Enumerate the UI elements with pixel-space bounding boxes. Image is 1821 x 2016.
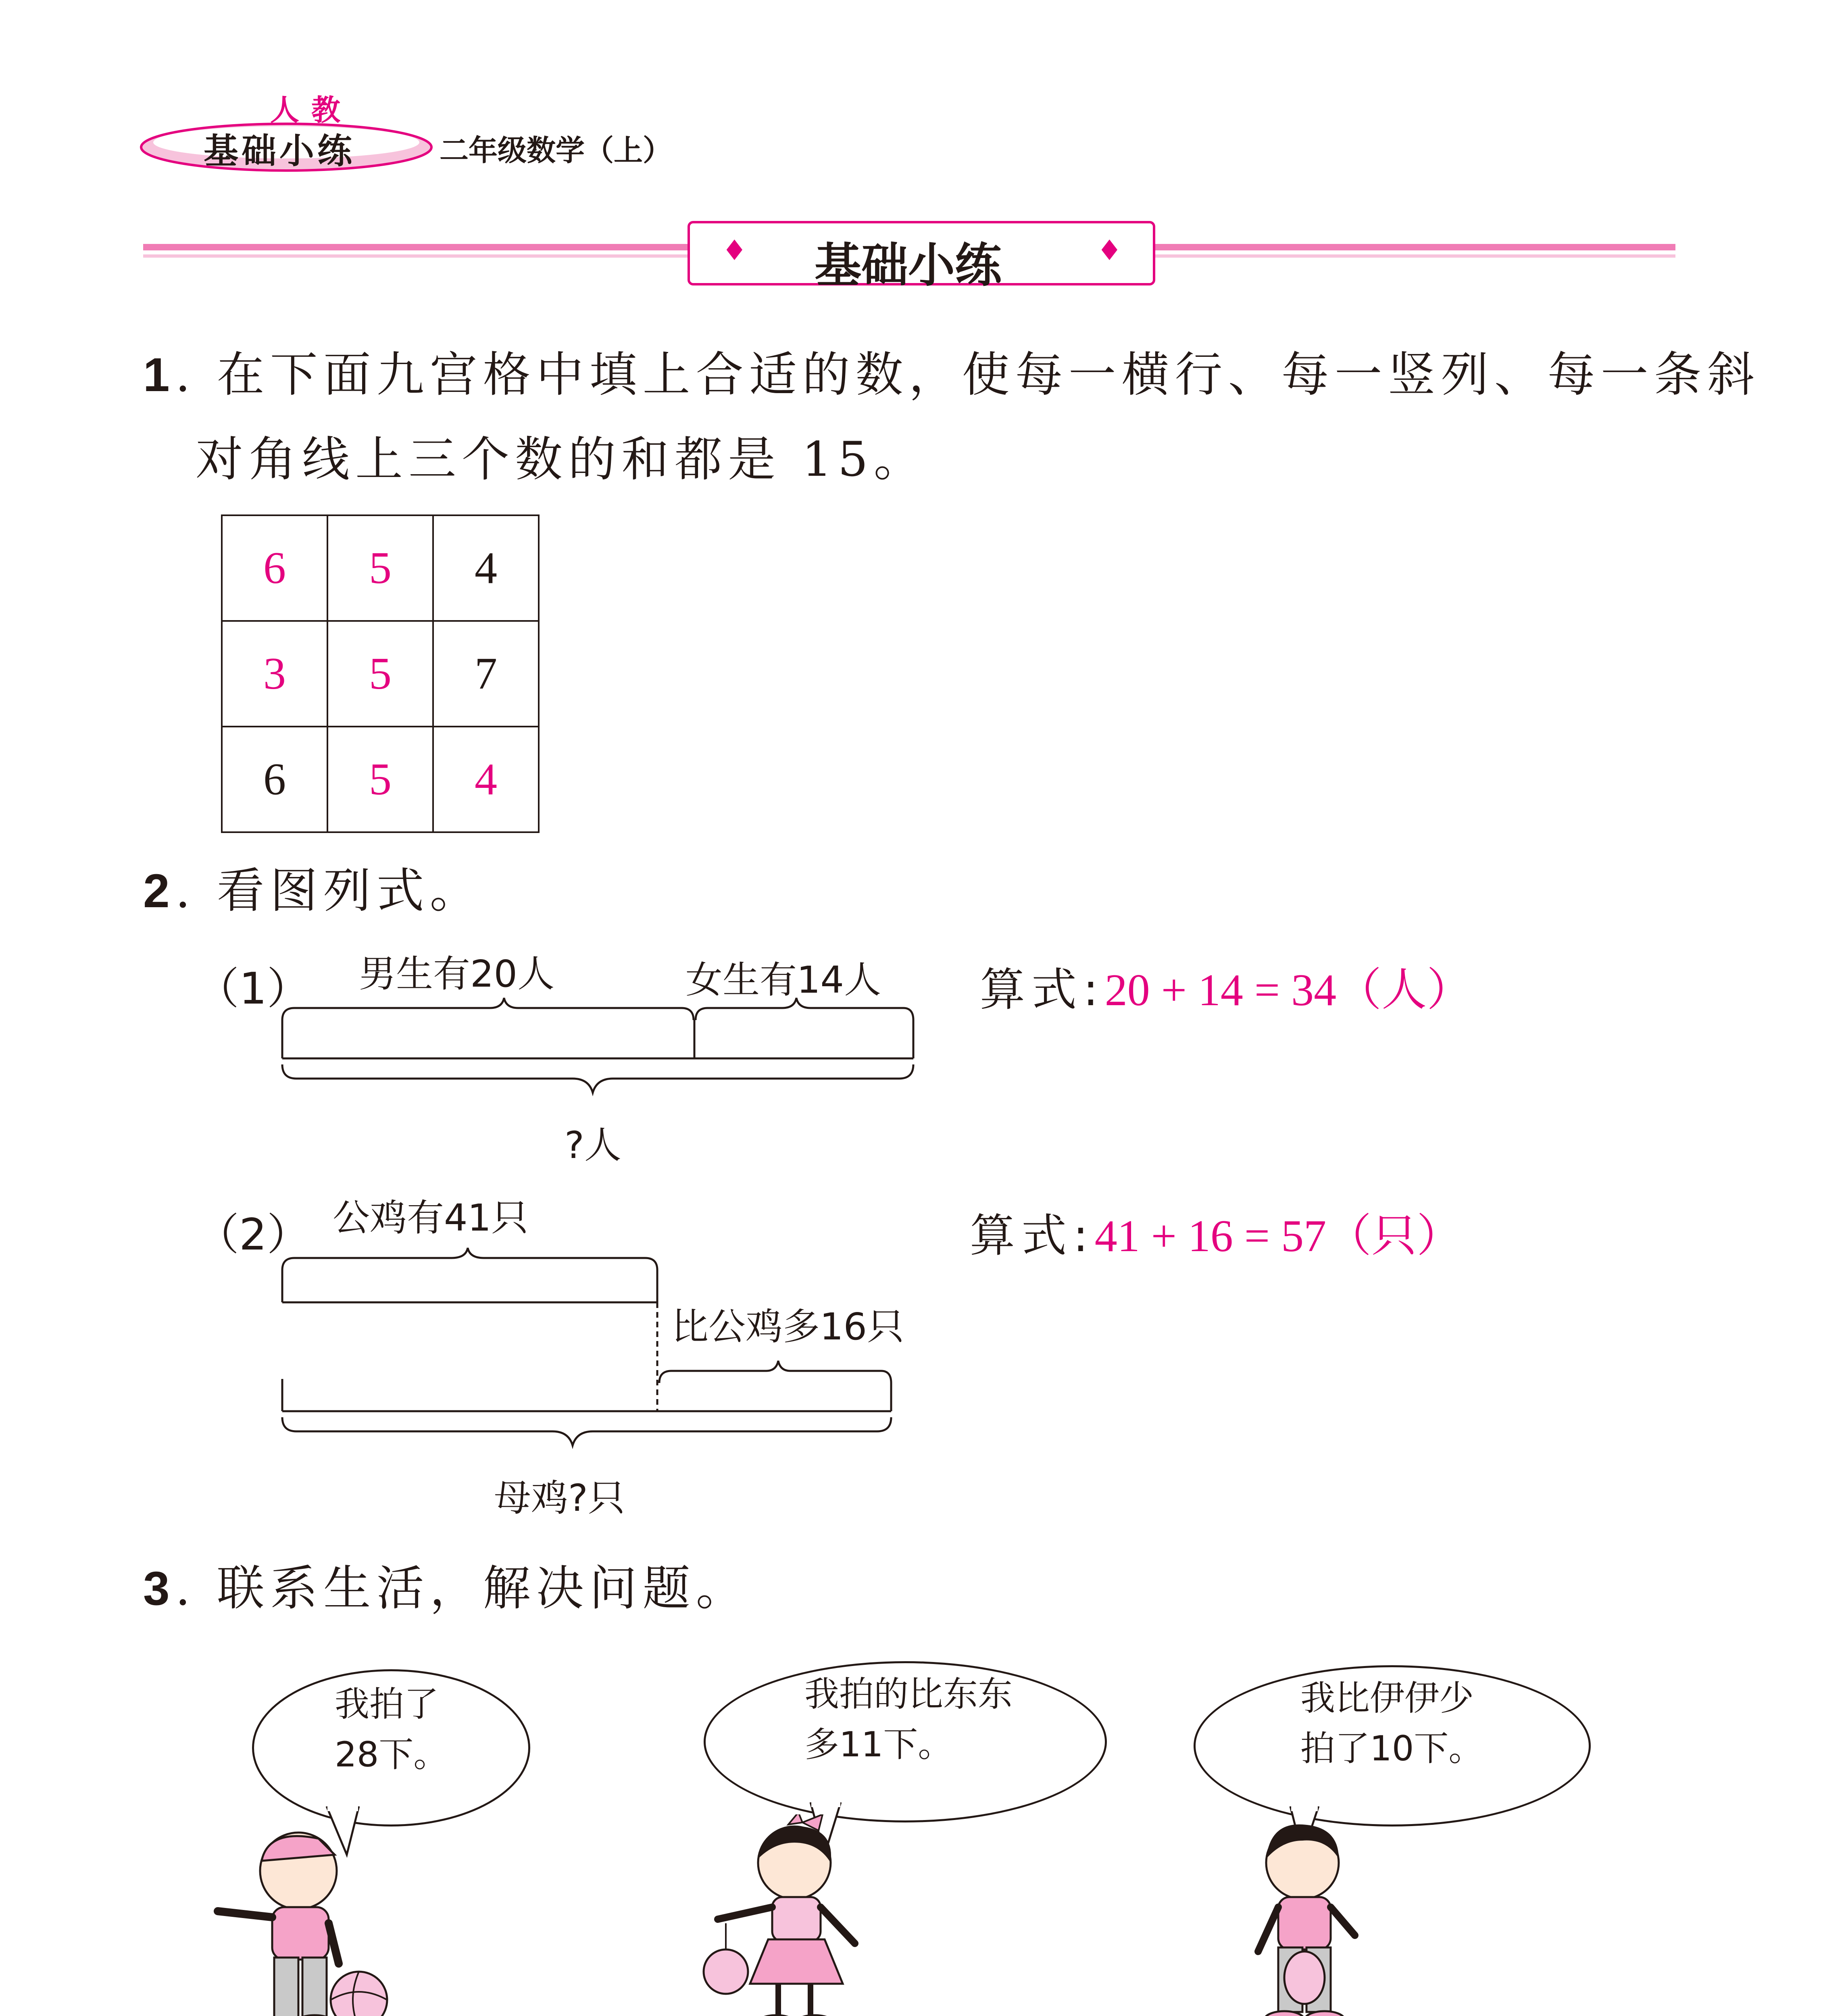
- speech-3: [1300, 1673, 1483, 1774]
- hens-label: 母鸡?只: [494, 1477, 625, 1520]
- q2-part1-label: （1）: [196, 964, 310, 1014]
- speech-1: [335, 1679, 448, 1780]
- speech-2-line2: 多11下。: [804, 1724, 953, 1765]
- diamond-icon-left: ♦: [722, 234, 747, 267]
- grid-cell: 5: [327, 621, 433, 727]
- boys-label: 男生有20人: [359, 952, 555, 996]
- q3-title: . 联系生活，解决问题。: [175, 1560, 749, 1616]
- brace-hens: [282, 1417, 891, 1445]
- grid-cell: 4: [433, 515, 539, 621]
- grid-cell: 3: [222, 621, 327, 727]
- banner-stripe-left-thin: [143, 254, 688, 258]
- grid-row: [222, 515, 539, 621]
- formula2-answer: 41 + 16 = 57（只）: [1094, 1211, 1462, 1261]
- q1-line2: 对角线上三个数的和都是 15。: [196, 431, 927, 487]
- boy-dongdong-illustration: [202, 1831, 395, 2016]
- grid-cell: 5: [327, 515, 433, 621]
- speech-3-line2: 拍了10下。: [1300, 1728, 1483, 1769]
- speech-3-line1: 我比伊伊少: [1300, 1678, 1474, 1718]
- q2-part2-label: （2）: [196, 1210, 310, 1260]
- q3-number: 3: [143, 1562, 175, 1615]
- q2-number: 2: [143, 864, 175, 918]
- grid-cell: 6: [222, 515, 327, 621]
- formula2-label: 算式:: [970, 1210, 1095, 1262]
- brace-girls: [696, 998, 913, 1020]
- total-label: ?人: [565, 1124, 621, 1167]
- brace-more: [659, 1361, 891, 1383]
- banner-stripe-right: [1155, 244, 1675, 250]
- boy-xuanxuan-illustration: [1218, 1818, 1387, 2016]
- brace-total: [282, 1064, 913, 1093]
- brace-roosters: [282, 1248, 657, 1270]
- speech-1-line1: 我拍了: [335, 1684, 439, 1724]
- speech-2: [804, 1669, 1013, 1770]
- girl-yiyi-illustration: [702, 1814, 879, 2016]
- grid-row: [222, 727, 539, 832]
- more-label: 比公鸡多16只: [671, 1305, 904, 1348]
- q1-number: 1: [143, 348, 175, 402]
- girls-label: 女生有14人: [685, 958, 881, 1002]
- brace-boys: [282, 998, 694, 1020]
- roosters-label: 公鸡有41只: [333, 1196, 529, 1239]
- grade-label: 二年级数学（上）: [440, 133, 672, 167]
- q1-line1: . 在下面九宫格中填上合适的数，使每一横行、每一竖列、每一条斜: [175, 347, 1761, 402]
- speech-2-line1: 我拍的比东东: [804, 1674, 1013, 1714]
- grid-row: [222, 621, 539, 727]
- grid-cell: 4: [433, 727, 539, 832]
- grid-cell: 6: [222, 727, 327, 832]
- diamond-icon-right: ♦: [1097, 234, 1122, 267]
- banner-stripe-left: [143, 244, 688, 250]
- segment-diagram-1: [274, 992, 919, 1113]
- section-title: 基础小练: [815, 238, 1002, 293]
- formula1-label: 算式:: [980, 964, 1105, 1016]
- series-label: 基础小练: [204, 131, 355, 171]
- formula1-answer: 20 + 14 = 34（人）: [1104, 965, 1472, 1015]
- segment-diagram-2: [274, 1242, 903, 1468]
- grid-cell: 5: [327, 727, 433, 832]
- speech-1-line2: 28下。: [335, 1734, 448, 1775]
- grid-cell: 7: [433, 621, 539, 727]
- magic-square-grid: [221, 514, 540, 833]
- publisher-label: 人教: [270, 93, 353, 127]
- banner-stripe-right-thin: [1155, 254, 1675, 258]
- q2-title: . 看图列式。: [175, 863, 483, 918]
